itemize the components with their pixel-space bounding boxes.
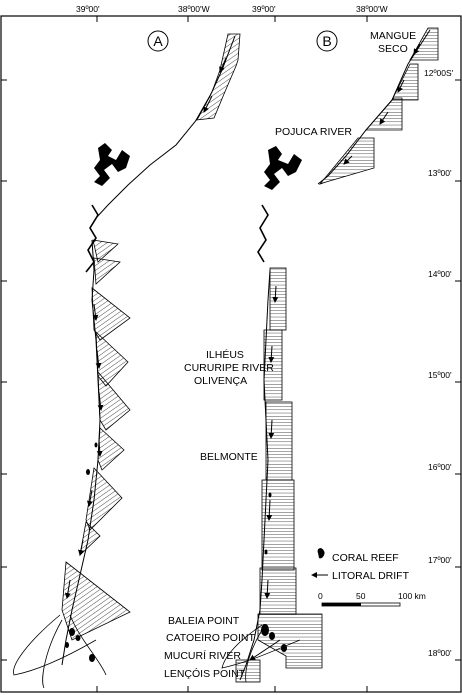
label-belmonte: BELMONTE (200, 451, 258, 463)
lat-label-16: 16º00' (428, 462, 452, 472)
drift-cell-a-3 (92, 288, 130, 340)
svg-text:A: A (153, 33, 163, 49)
panel-a-badge (148, 31, 168, 51)
top-tick-label-3: 39º00' (252, 4, 276, 14)
drift-cell-b-10 (258, 614, 322, 668)
scale-mid-label: 50 (356, 591, 366, 601)
scale-start-label: 0 (318, 591, 323, 601)
legend (312, 548, 410, 582)
top-tick-label-1: 39º00' (76, 4, 100, 14)
scale-bar (318, 591, 426, 606)
label-mucuri-river: MUCURÍ RIVER (164, 650, 242, 662)
label-lencois-point: LENÇÓIS POINT (164, 668, 246, 680)
drift-cell-b-2 (392, 64, 418, 100)
label-mangue-line1: MANGUE (370, 30, 417, 42)
bay-shape-b (264, 146, 302, 190)
drift-cell-b-3 (366, 98, 402, 130)
label-cururipe-river: CURURIPE RIVER (184, 362, 274, 374)
scale-end-label: 100 km (398, 591, 426, 601)
drift-cell-a-6 (98, 428, 124, 470)
drift-cell-b-8 (262, 480, 294, 570)
lat-label-17: 17º00' (428, 555, 452, 565)
legend-coral-reef-text: CORAL REEF (332, 552, 399, 564)
svg-text:B: B (322, 33, 332, 49)
drift-cell-b-9 (260, 568, 296, 614)
coral-reef-legend-icon (318, 548, 325, 558)
label-olivenca: OLIVENÇA (194, 375, 248, 387)
label-pojuca-river: POJUCA RIVER (275, 126, 353, 138)
panel-b-badge (317, 31, 337, 51)
drift-cell-a-5 (98, 372, 130, 430)
label-baleia-point: BALEIA POINT (168, 615, 240, 627)
legend-litoral-drift-text: LITORAL DRIFT (332, 570, 410, 582)
top-tick-label-4: 38º00'W (356, 4, 388, 14)
drift-cell-a-7 (86, 468, 122, 530)
label-mangue-line2: SECO (378, 43, 408, 55)
panel-a (13, 34, 240, 688)
lat-label-12: 12º00S' (424, 68, 454, 78)
label-catoeiro-point: CATOEIRO POINT (166, 632, 255, 644)
lat-label-13: 13º00' (428, 168, 452, 178)
bay-shape-a (94, 143, 130, 186)
lat-label-15: 15º00' (428, 370, 452, 380)
drift-cell-a-8 (80, 522, 100, 555)
drift-cell-b-7 (266, 402, 292, 480)
lat-label-14: 14º00' (428, 269, 452, 279)
label-ilheus: ILHÉUS (206, 349, 244, 361)
bay-shore-b (258, 205, 268, 262)
top-tick-label-2: 38º00'W (178, 4, 210, 14)
lat-label-18: 18º00' (428, 648, 452, 658)
coastline-a-north (96, 36, 235, 218)
drift-cell-a-north (196, 34, 240, 120)
drift-cell-a-2 (94, 258, 120, 284)
drift-cell-b-5 (270, 268, 286, 330)
